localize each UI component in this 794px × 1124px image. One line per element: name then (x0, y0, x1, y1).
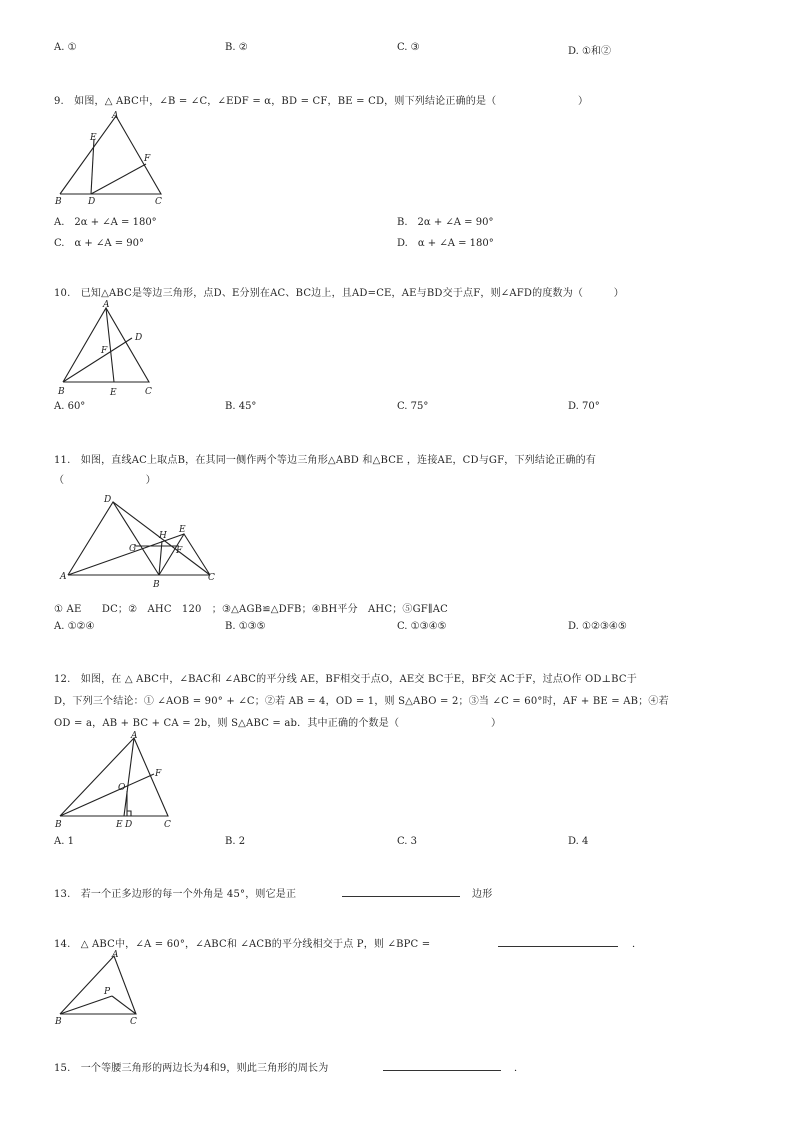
q14-stem: 14. △ ABC中，∠A = 60°，∠ABC和 ∠ACB的平分线相交于点 P，则 ∠BPC = (54, 939, 431, 950)
q10-label-e: E (110, 388, 117, 398)
q11-option-a: A. ①②④ (54, 621, 95, 632)
q12-label-b: B (55, 820, 62, 830)
q12-option-a: A. 1 (54, 836, 74, 847)
q11-stem: 11. 如图，直线AC上取点B，在其同一侧作两个等边三角形△ABD 和△BCE ，连接AE，CD与GF，下列结论正确的有 (54, 455, 597, 466)
q12-option-b: B. 2 (225, 836, 246, 847)
q9-option-d: D. α + ∠A = 180° (397, 238, 494, 249)
q10-label-c: C (145, 387, 152, 397)
q15-tail: ． (514, 1063, 525, 1074)
q12-label-f: F (155, 769, 162, 779)
q9-option-b: B. 2α + ∠A = 90° (397, 217, 494, 228)
q12-stem-line3: OD = a，AB + BC + CA = 2b，则 S△ABC = ab．其中正确的个数是（ ） (54, 718, 502, 729)
q8-option-a: A. ① (54, 42, 77, 53)
q12-stem-line1: 12. 如图，在 △ ABC中，∠BAC和 ∠ABC的平分线 AE，BF相交于点O，AE交 BC于E，BF交 AC于F，过点O作 OD⊥BC于 (54, 674, 637, 685)
q10-stem: 10. 已知△ABC是等边三角形，点D、E分别在AC、BC边上，且AD=CE，AE与BD交于点F，则∠AFD的度数为（ ） (54, 288, 624, 299)
q11-option-c: C. ①③④⑤ (397, 621, 447, 632)
q12-option-d: D. 4 (568, 836, 589, 847)
q10-figure (54, 298, 164, 398)
q13-stem: 13. 若一个正多边形的每一个外角是 45°，则它是正 (54, 889, 297, 900)
q12-label-o: O (118, 783, 126, 793)
q14-label-a: A (112, 950, 119, 960)
q14-figure (54, 948, 154, 1028)
q8-option-b: B. ② (225, 42, 248, 53)
q14-answer-blank[interactable] (498, 946, 618, 947)
q10-option-c: C. 75° (397, 401, 429, 412)
q10-label-d: D (135, 333, 143, 343)
q14-tail: ． (632, 939, 643, 950)
q9-label-c: C (155, 197, 162, 207)
q11-label-b: B (153, 580, 160, 590)
q14-label-c: C (130, 1017, 137, 1027)
q15-answer-blank[interactable] (383, 1070, 501, 1071)
q12-stem-line2: D，下列三个结论：① ∠AOB = 90° + ∠C；②若 AB = 4，OD = 1，则 S△ABO = 2；③当 ∠C = 60°时，AF + BE = AB；④若 (54, 696, 669, 707)
q14-label-p: P (104, 987, 111, 997)
q12-label-e: E (116, 820, 123, 830)
q10-option-d: D. 70° (568, 401, 600, 412)
q11-label-d: D (104, 495, 112, 505)
q8-option-d: D. ①和② (568, 46, 611, 57)
q12-option-c: C. 3 (397, 836, 418, 847)
q12-label-a: A (131, 731, 138, 741)
q9-option-a: A. 2α + ∠A = 180° (54, 217, 157, 228)
q11-option-d: D. ①②③④⑤ (568, 621, 627, 632)
q12-label-d: D (125, 820, 133, 830)
q10-label-a: A (103, 300, 110, 310)
q12-label-c: C (164, 820, 171, 830)
q11-label-c: C (208, 573, 215, 583)
q10-label-f: F (101, 346, 108, 356)
q11-label-f: F (176, 546, 183, 556)
q11-label-e: E (179, 525, 186, 535)
q11-label-h: H (159, 531, 167, 541)
q11-stem-bracket: （ ） (54, 475, 156, 486)
q9-stem: 9. 如图，△ ABC中，∠B = ∠C，∠EDF = α，BD = CF，BE = CD，则下列结论正确的是（ ） (54, 96, 589, 107)
q11-figure (58, 492, 228, 592)
q15-stem: 15. 一个等腰三角形的两边长为4和9，则此三角形的周长为 (54, 1063, 329, 1074)
q11-label-g: G (129, 544, 137, 554)
q10-option-b: B. 45° (225, 401, 257, 412)
q11-conditions: ① AE DC；② AHC 120 ；③△AGB≌△DFB；④BH平分 AHC；⑤GF∥AC (54, 604, 449, 615)
q11-label-a: A (60, 572, 67, 582)
q9-label-e: E (90, 133, 97, 143)
q9-figure (54, 108, 174, 208)
q9-label-a: A (112, 111, 119, 121)
q10-label-b: B (58, 387, 65, 397)
q14-label-b: B (55, 1017, 62, 1027)
q11-option-b: B. ①③⑤ (225, 621, 266, 632)
q9-label-b: B (55, 197, 62, 207)
q12-figure (54, 728, 184, 828)
q9-label-d: D (88, 197, 96, 207)
q8-option-c: C. ③ (397, 42, 420, 53)
q10-option-a: A. 60° (54, 401, 86, 412)
q9-label-f: F (144, 154, 151, 164)
q13-tail: 边形 (472, 889, 493, 900)
q13-answer-blank[interactable] (342, 896, 460, 897)
q9-option-c: C. α + ∠A = 90° (54, 238, 145, 249)
